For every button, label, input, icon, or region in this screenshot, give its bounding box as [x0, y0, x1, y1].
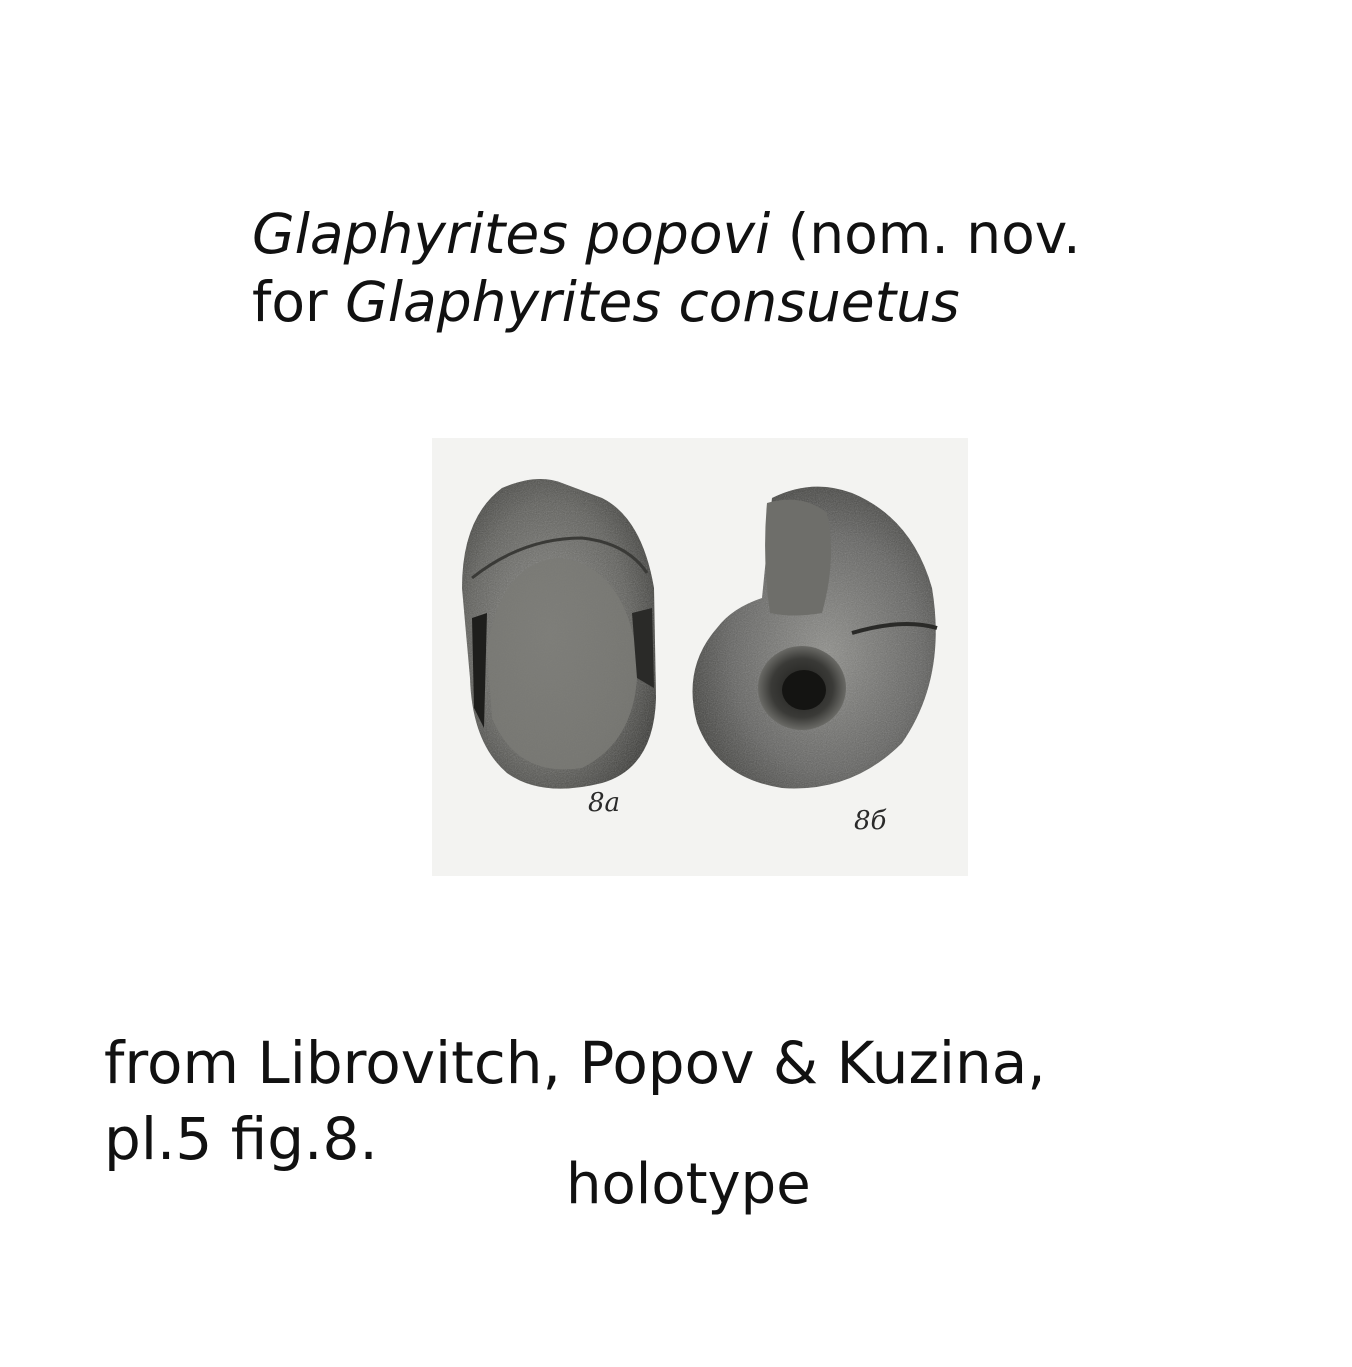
fossil-plate-image — [432, 438, 968, 876]
title-line-2 — [252, 268, 1312, 336]
figure-label-8b: 8б — [854, 806, 887, 836]
replaced-name-prefix: for — [252, 270, 346, 334]
source-line-2: pl.5 fig.8. — [104, 1105, 378, 1173]
figure-label-8a: 8a — [588, 788, 621, 818]
nomenclature-note: (nom. nov. — [770, 202, 1081, 266]
species-name-new: Glaphyrites popovi — [252, 202, 771, 266]
holotype-label: holotype — [566, 1152, 811, 1217]
species-name-replaced: Glaphyrites consuetus — [345, 270, 960, 334]
title-block — [252, 200, 1312, 336]
specimen-8a-illustration — [462, 479, 656, 789]
title-line-1 — [252, 200, 1312, 268]
source-line-1: from Librovitch, Popov & Kuzina, — [104, 1029, 1046, 1097]
specimen-8b-illustration — [693, 487, 938, 789]
